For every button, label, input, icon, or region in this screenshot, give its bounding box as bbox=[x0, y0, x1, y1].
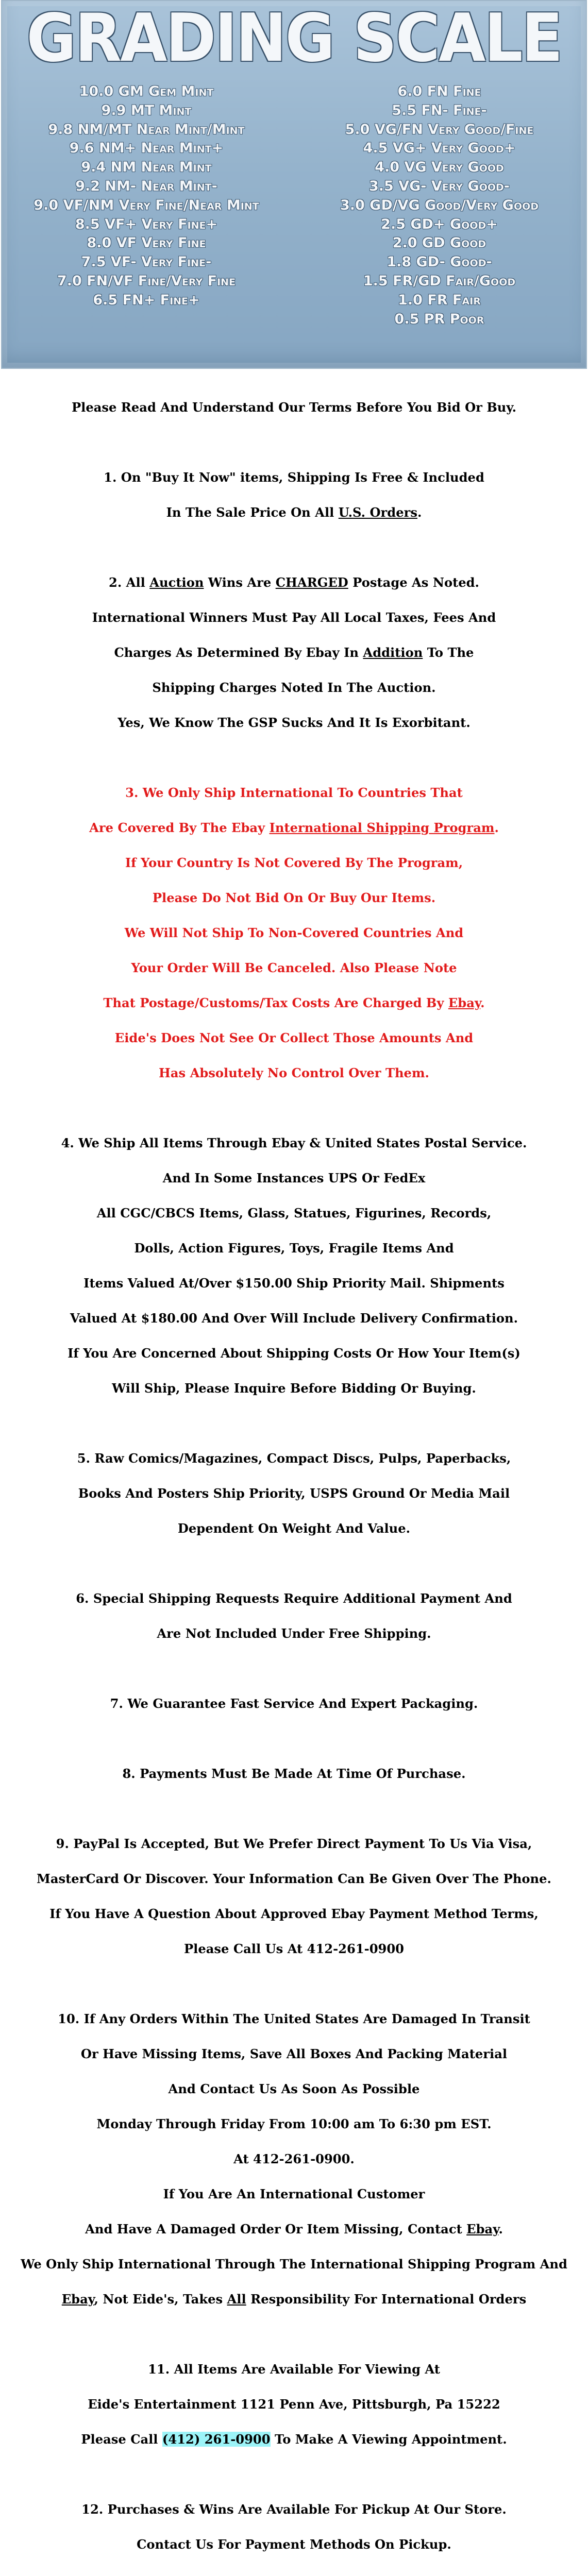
term-line: 4. We Ship All Items Through Ebay & United States Postal Service. bbox=[61, 1136, 527, 1150]
term-line: 1. On "Buy It Now" items, Shipping Is Free & Included bbox=[104, 470, 484, 485]
term-text: To Make A Viewing Appointment. bbox=[270, 2432, 507, 2447]
term-text: And Have A Damaged Order Or Item Missing, Contact bbox=[85, 2222, 467, 2236]
term-line bbox=[0, 994, 588, 1012]
grade-row: 4.0 VG Very Good bbox=[375, 159, 504, 176]
grade-row: 9.6 NM+ Near Mint+ bbox=[69, 140, 224, 157]
terms-section bbox=[0, 369, 588, 2576]
term-text: . bbox=[480, 995, 485, 1010]
term-line: Please Call Us At 412-261-0900 bbox=[183, 1941, 405, 1956]
grade-row: 9.8 NM/MT Near Mint/Mint bbox=[48, 121, 245, 138]
term-line: If Your Country Is Not Covered By The Program, bbox=[125, 855, 463, 870]
auction-underlined: Auction bbox=[149, 575, 204, 590]
grade-row: 8.0 VF Very Fine bbox=[87, 235, 206, 251]
ebay-underlined: Ebay bbox=[466, 2222, 499, 2236]
term-line bbox=[0, 504, 588, 521]
term-line: 11. All Items Are Available For Viewing At bbox=[148, 2362, 440, 2377]
term-line: MasterCard Or Discover. Your Information Can Be Given Over The Phone. bbox=[37, 1871, 551, 1886]
ebay-underlined: Ebay bbox=[61, 2292, 94, 2307]
term-line: Or Have Missing Items, Save All Boxes And Packing Material bbox=[80, 2046, 508, 2061]
grade-row: 5.0 VG/FN Very Good/Fine bbox=[345, 121, 534, 138]
term-line: Dolls, Action Figures, Toys, Fragile Items And bbox=[134, 1241, 454, 1256]
terms-intro-text: Please Read And Understand Our Terms Before You Bid Or Buy. bbox=[71, 400, 517, 415]
term-4 bbox=[0, 1117, 588, 1415]
term-line: Please Do Not Bid On Or Buy Our Items. bbox=[152, 890, 436, 905]
grade-row: 5.5 FN- Fine- bbox=[392, 102, 487, 118]
grade-row: 10.0 GM Gem Mint bbox=[79, 83, 214, 99]
term-text: , Not Eide's, Takes bbox=[94, 2292, 227, 2307]
term-line: If You Have A Question About Approved Ebay Payment Method Terms, bbox=[49, 1906, 539, 1921]
term-line: Are Not Included Under Free Shipping. bbox=[157, 1626, 431, 1641]
grade-row: 1.5 FR/GD Fair/Good bbox=[363, 273, 516, 289]
term-3-warning bbox=[0, 767, 588, 1099]
grade-row: 3.5 VG- Very Good- bbox=[369, 178, 510, 194]
term-line: If You Are An International Customer bbox=[163, 2187, 425, 2201]
term-line: Will Ship, Please Inquire Before Bidding Or Buying. bbox=[112, 1381, 476, 1396]
term-text: That Postage/Customs/Tax Costs Are Charged By bbox=[103, 995, 448, 1010]
term-line: And Contact Us As Soon As Possible bbox=[168, 2081, 420, 2096]
term-line: We Will Not Ship To Non-Covered Countries And bbox=[124, 925, 464, 940]
grade-row: 7.0 FN/VF Fine/Very Fine bbox=[57, 273, 236, 289]
term-line: Your Order Will Be Canceled. Also Please Note bbox=[131, 960, 457, 975]
term-line: 9. PayPal Is Accepted, But We Prefer Direct Payment To Us Via Visa, bbox=[56, 1836, 532, 1851]
grade-row: 9.2 NM- Near Mint- bbox=[75, 178, 217, 194]
term-1 bbox=[0, 451, 588, 539]
international-shipping-program-underlined: International Shipping Program bbox=[269, 820, 495, 835]
grades-right-column bbox=[291, 82, 588, 329]
grade-row: 0.5 PR Poor bbox=[394, 311, 484, 327]
term-8 bbox=[0, 1748, 588, 1800]
grade-row: 8.5 VF+ Very Fine+ bbox=[75, 216, 218, 232]
term-5 bbox=[0, 1432, 588, 1555]
banner-title: GRADING SCALE bbox=[26, 0, 562, 77]
term-text: . bbox=[498, 2222, 503, 2236]
term-line: Valued At $180.00 And Over Will Include Delivery Confirmation. bbox=[70, 1311, 518, 1326]
term-line bbox=[0, 574, 588, 591]
term-7 bbox=[0, 1677, 588, 1730]
term-line: Shipping Charges Noted In The Auction. bbox=[152, 680, 436, 695]
term-text: . bbox=[494, 820, 499, 835]
term-line: 8. Payments Must Be Made At Time Of Purchase. bbox=[122, 1766, 466, 1781]
term-11 bbox=[0, 2343, 588, 2466]
term-line bbox=[0, 2221, 588, 2238]
term-text: Postage As Noted. bbox=[348, 575, 479, 590]
term-line: Eide's Entertainment 1121 Penn Ave, Pittsburgh, Pa 15222 bbox=[88, 2397, 500, 2412]
grade-row: 6.0 FN Fine bbox=[397, 83, 481, 99]
term-2 bbox=[0, 556, 588, 749]
term-line: If You Are Concerned About Shipping Costs Or How Your Item(s) bbox=[68, 1346, 520, 1361]
grading-scale-banner bbox=[1, 0, 587, 369]
term-line: All CGC/CBCS Items, Glass, Statues, Figurines, Records, bbox=[96, 1206, 492, 1221]
grade-row: 9.4 NM Near Mint bbox=[81, 159, 212, 176]
term-line: 5. Raw Comics/Magazines, Compact Discs, Pulps, Paperbacks, bbox=[77, 1451, 511, 1466]
grades-left-column bbox=[2, 82, 291, 310]
term-text: Are Covered By The Ebay bbox=[89, 820, 270, 835]
grade-row: 1.8 GD- Good- bbox=[387, 254, 492, 270]
grade-row: 2.5 GD+ Good+ bbox=[381, 216, 498, 232]
all-underlined: All bbox=[227, 2292, 246, 2307]
term-9 bbox=[0, 1818, 588, 1975]
grade-row: 1.0 FR Fair bbox=[398, 292, 481, 308]
term-text: Wins Are bbox=[204, 575, 276, 590]
term-line: 7. We Guarantee Fast Service And Expert Packaging. bbox=[110, 1696, 478, 1711]
term-text: 2. All bbox=[109, 575, 150, 590]
term-line: 3. We Only Ship International To Countries That bbox=[125, 785, 463, 800]
term-line: International Winners Must Pay All Local Taxes, Fees And bbox=[92, 610, 496, 625]
term-text: . bbox=[417, 505, 422, 520]
term-text: Responsibility For International Orders bbox=[246, 2292, 527, 2307]
grade-row: 9.0 VF/NM Very Fine/Near Mint bbox=[33, 197, 259, 213]
term-line: Books And Posters Ship Priority, USPS Ground Or Media Mail bbox=[78, 1486, 510, 1501]
term-line: Contact Us For Payment Methods On Pickup. bbox=[137, 2537, 451, 2552]
term-text: To The bbox=[423, 645, 474, 660]
term-line: At 412-261-0900. bbox=[233, 2151, 355, 2166]
grade-row: 4.5 VG+ Very Good+ bbox=[363, 140, 516, 157]
term-line: 12. Purchases & Wins Are Available For Pickup At Our Store. bbox=[81, 2502, 507, 2517]
term-text: Please Call bbox=[81, 2432, 162, 2447]
term-line: We Only Ship International Through The International Shipping Program And bbox=[21, 2257, 567, 2272]
term-line: Has Absolutely No Control Over Them. bbox=[159, 1065, 429, 1080]
grade-row: 9.9 MT Mint bbox=[101, 102, 192, 118]
phone-number-link[interactable]: (412) 261-0900 bbox=[162, 2432, 271, 2447]
term-line: And In Some Instances UPS Or FedEx bbox=[162, 1171, 426, 1185]
term-6 bbox=[0, 1572, 588, 1660]
ebay-underlined: Ebay bbox=[448, 995, 481, 1010]
term-12 bbox=[0, 2483, 588, 2571]
grade-row: 2.0 GD Good bbox=[392, 235, 486, 251]
term-line: 6. Special Shipping Requests Require Additional Payment And bbox=[76, 1591, 512, 1606]
term-line: Eide's Does Not See Or Collect Those Amounts And bbox=[114, 1030, 474, 1045]
term-line bbox=[0, 644, 588, 662]
term-line bbox=[0, 2431, 588, 2448]
term-line bbox=[0, 819, 588, 837]
addition-underlined: Addition bbox=[363, 645, 423, 660]
term-10 bbox=[0, 1993, 588, 2326]
term-line: Dependent On Weight And Value. bbox=[177, 1521, 411, 1536]
term-line: Items Valued At/Over $150.00 Ship Priority Mail. Shipments bbox=[83, 1276, 505, 1291]
grade-row: 7.5 VF- Very Fine- bbox=[81, 254, 212, 270]
term-line bbox=[0, 2291, 588, 2308]
grade-row: 6.5 FN+ Fine+ bbox=[93, 292, 200, 308]
term-text: Charges As Determined By Ebay In bbox=[114, 645, 363, 660]
term-line: 10. If Any Orders Within The United States Are Damaged In Transit bbox=[58, 2011, 530, 2026]
charged-underlined: CHARGED bbox=[275, 575, 348, 590]
us-orders-underlined: U.S. Orders bbox=[338, 505, 417, 520]
grade-row: 3.0 GD/VG Good/Very Good bbox=[340, 197, 539, 213]
term-line: Monday Through Friday From 10:00 am To 6:30 pm EST. bbox=[96, 2116, 492, 2131]
terms-intro bbox=[0, 381, 588, 434]
term-text: In The Sale Price On All bbox=[166, 505, 339, 520]
term-line: Yes, We Know The GSP Sucks And It Is Exorbitant. bbox=[117, 715, 471, 730]
